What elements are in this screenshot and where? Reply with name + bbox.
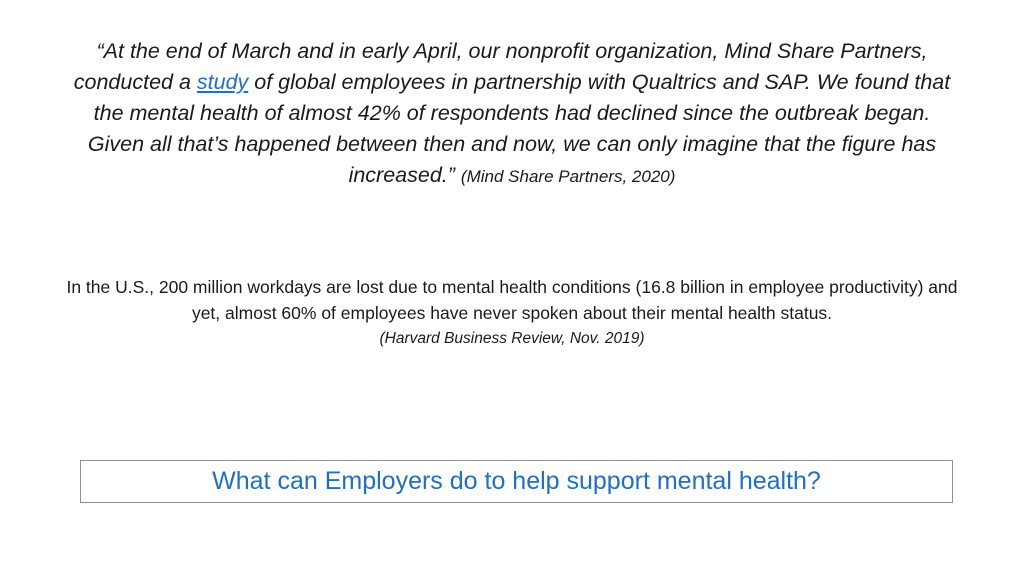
statistic-citation: (Harvard Business Review, Nov. 2019) <box>379 330 645 347</box>
statistic-paragraph <box>60 274 964 352</box>
quote-text-before-link: “At the end of March and in early April, our nonprofit organization, Mind Share Partners, conducted a <box>73 39 928 94</box>
statistic-text: In the U.S., 200 million workdays are lost due to mental health conditions (16.8 billion in employee productivity) and yet, almost 60% of employees have never spoken about their mental health status. <box>66 277 958 323</box>
question-heading: What can Employers do to help support mental health? <box>212 467 821 495</box>
quote-paragraph <box>70 36 954 192</box>
study-link[interactable]: study <box>196 70 249 94</box>
question-box <box>80 460 953 503</box>
quote-text-after-link: of global employees in partnership with Qualtrics and SAP. We found that the mental health of almost 42% of respondents had declined since the outbreak began. Given all that’s happened between then and now, we can only imagine that the figure has increased.” <box>87 70 951 187</box>
quote-citation: (Mind Share Partners, 2020) <box>460 167 676 186</box>
